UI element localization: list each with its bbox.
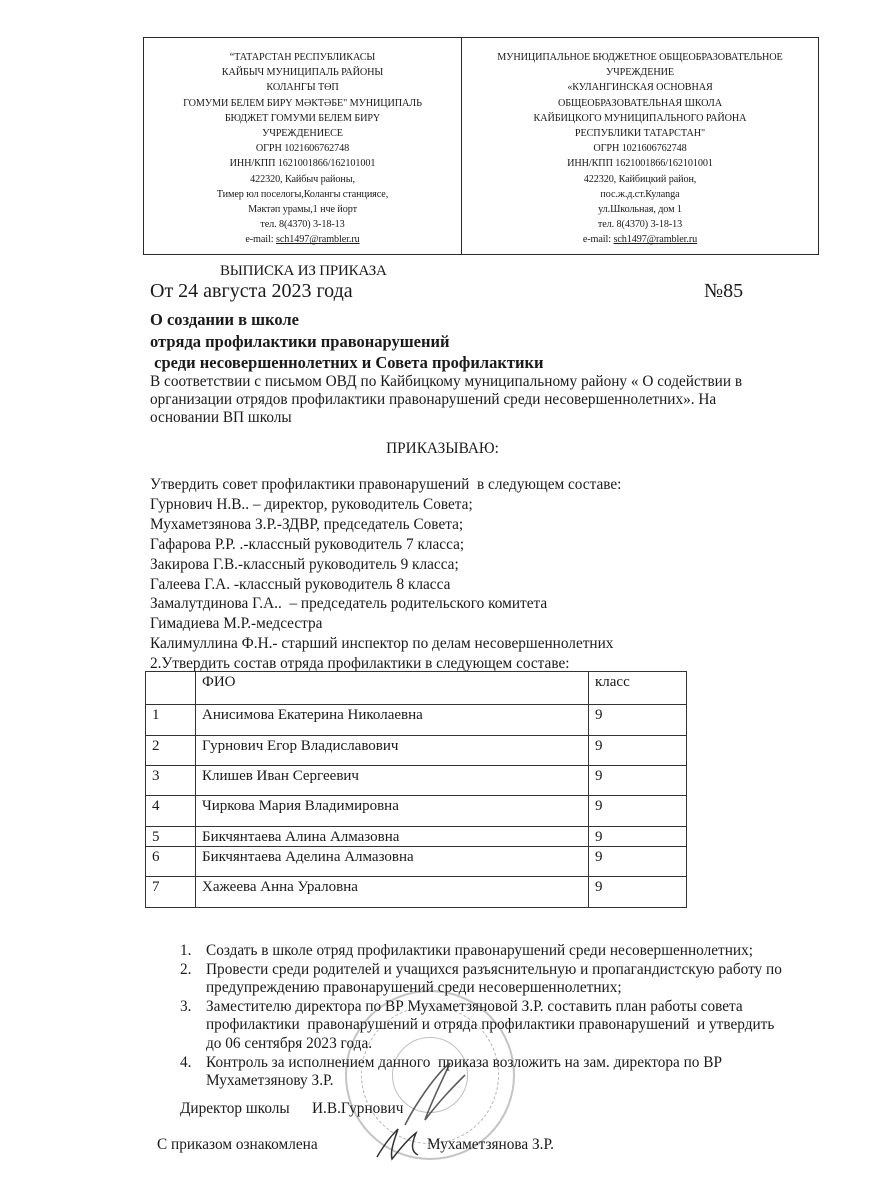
table-header-row [146, 672, 687, 705]
row-class: 9 [589, 796, 687, 827]
order-item [180, 942, 830, 961]
row-number: 7 [146, 877, 196, 908]
council-composition [150, 475, 621, 674]
item-line: до 06 сентября 2023 года. [206, 1034, 373, 1052]
letterhead-line: КАЙБЫЧ МУНИЦИПАЛЬ РАЙОНЫ [221, 67, 384, 79]
item-index: 3. [180, 997, 192, 1015]
squad-table [145, 671, 687, 908]
council-member: Калимуллина Ф.Н.- старший инспектор по делам несовершеннолетних [150, 635, 614, 653]
table-row [146, 796, 687, 827]
extract-title: ВЫПИСКА ИЗ ПРИКАЗА [220, 263, 387, 279]
item-line: предупреждению правонарушений среди несовершеннолетних; [206, 979, 622, 997]
address-line: 422320, Кайбицкий район, [583, 173, 697, 185]
letterhead-line: ОБЩЕОБРАЗОВАТЕЛЬНАЯ ШКОЛА [557, 97, 722, 109]
item-line: Контроль за исполнением данного приказа возложить на зам. директора по ВР [206, 1053, 722, 1071]
order-item [180, 961, 830, 998]
order-word: ПРИКАЗЫВАЮ: [386, 440, 499, 457]
email-label: e-mail: [582, 234, 614, 246]
letterhead-line: УЧРЕЖДЕНИЕСЕ [262, 128, 343, 140]
row-number: 3 [146, 766, 196, 796]
letterhead-russian [462, 38, 818, 254]
acquainted-label: С приказом ознакомлена [157, 1136, 318, 1153]
item-line: профилактики правонарушений и отряда профилактики правонарушений и утвердить [206, 1016, 775, 1034]
letterhead-line: УЧРЕЖДЕНИЕ [606, 67, 674, 79]
row-fio: Бикчянтаева Алина Алмазовна [196, 827, 589, 847]
inn-kpp: ИНН/КПП 1621001866/162101001 [229, 158, 376, 170]
council-member: Гурнович Н.В.. – директор, руководитель Совета; [150, 495, 473, 513]
director-signature-icon [395, 1055, 475, 1135]
row-number: 4 [146, 796, 196, 827]
header-fio: ФИО [196, 672, 589, 705]
preamble-line: В соответствии с письмом ОВД по Кайбицкому муниципальному району « О содействии в [150, 373, 743, 390]
address-line: Тимер юл поселогы,Колангы станциясе, [216, 188, 389, 200]
item-line: Заместителю директора по ВР Мухаметзяновой З.Р. составить план работы совета [206, 997, 743, 1015]
row-class: 9 [589, 877, 687, 908]
director-label: Директор школы [180, 1100, 290, 1117]
acquainted-name: Мухаметзянова З.Р. [427, 1136, 554, 1153]
email-line [144, 232, 461, 247]
item-line: Провести среди родителей и учащихся разъяснительную и пропагандистскую работу по [206, 960, 782, 978]
acquaintance-signature-icon [372, 1125, 422, 1165]
council-member: Галеева Г.А. -классный руководитель 8 класса [150, 575, 451, 593]
address-line: 422320, Кайбыч районы, [250, 173, 355, 185]
row-class: 9 [589, 736, 687, 766]
header-class: класс [589, 672, 687, 705]
row-fio: Бикчянтаева Аделина Алмазовна [196, 847, 589, 877]
director-name: И.В.Гурнович [312, 1100, 404, 1117]
email-label: e-mail: [245, 234, 276, 246]
council-intro: Утвердить совет профилактики правонарушений в следующем составе: [150, 476, 622, 493]
council-member: Закирова Г.В.-классный руководитель 9 класса; [150, 555, 459, 573]
director-signature-line [180, 1100, 404, 1118]
phone: тел. 8(4370) 3-18-13 [597, 219, 683, 231]
council-member: Гимадиева М.Р.-медсестра [150, 615, 323, 633]
item-index: 1. [180, 942, 192, 959]
order-number: №85 [704, 280, 744, 302]
letterhead-line: БЮДЖЕТ ГОМУМИ БЕЛЕМ БИРҮ [224, 112, 381, 124]
letterhead-line: КОЛАНГЫ ТӨП [266, 82, 339, 94]
table-row [146, 827, 687, 847]
letterhead-line: “ТАТАРСТАН РЕСПУБЛИКАСЫ [229, 52, 376, 63]
email-line [462, 232, 818, 247]
acquaintance-line [157, 1136, 554, 1154]
order-title-line: среди несовершеннолетних и Совета профилактики [150, 353, 544, 372]
order-date-line [150, 280, 770, 303]
row-class: 9 [589, 705, 687, 736]
letterhead-line: РЕСПУБЛИКИ ТАТАРСТАН" [574, 128, 706, 140]
header-number [146, 672, 196, 705]
letterhead-line: МУНИЦИПАЛЬНОЕ БЮДЖЕТНОЕ ОБЩЕОБРАЗОВАТЕЛЬНОЕ [497, 52, 783, 63]
inn-kpp: ИНН/КПП 1621001866/162101001 [567, 158, 713, 170]
item-line: Создать в школе отряд профилактики правонарушений среди несовершеннолетних; [206, 942, 753, 959]
table-row [146, 705, 687, 736]
row-class: 9 [589, 766, 687, 796]
address-line: пос.ж.д.ст.Кулanga [600, 188, 680, 200]
table-row [146, 766, 687, 796]
council-member: Мухаметзянова З.Р.-ЗДВР, председатель Совета; [150, 515, 464, 533]
ogrn: ОГРН 1021606762748 [593, 143, 687, 155]
row-number: 1 [146, 705, 196, 736]
row-fio: Чиркова Мария Владимировна [196, 796, 589, 827]
row-number: 6 [146, 847, 196, 877]
email-link[interactable]: sch1497@rambler.ru [613, 234, 698, 246]
row-fio: Анисимова Екатерина Николаевна [196, 705, 589, 736]
item-line: Мухаметзянову З.Р. [206, 1072, 334, 1090]
row-fio: Клишев Иван Сергеевич [196, 766, 589, 796]
row-fio: Гурнович Егор Владиславович [196, 736, 589, 766]
preamble-line: основании ВП школы [150, 409, 292, 427]
order-title-line: О создании в школе [150, 310, 299, 329]
phone: тел. 8(4370) 3-18-13 [260, 219, 345, 231]
order-title-line: отряда профилактики правонарушений [150, 331, 450, 351]
order-date: От 24 августа 2023 года [150, 280, 353, 302]
letterhead-line: ГОМУМИ БЕЛЕМ БИРҮ МӘКТӘБЕ" МУНИЦИПАЛЬ [183, 97, 422, 109]
item-index: 2. [180, 960, 192, 978]
address-line: ул.Школьная, дом 1 [598, 204, 682, 216]
row-class: 9 [589, 847, 687, 877]
order-title [150, 309, 544, 374]
council-member: Гафарова Р.Р. .-классный руководитель 7 класса; [150, 535, 465, 553]
letterhead-line: «КУЛАНГИНСКАЯ ОСНОВНАЯ [567, 82, 713, 94]
table-row [146, 736, 687, 766]
row-number: 5 [146, 827, 196, 847]
council-member: Замалутдинова Г.А.. – председатель родительского комитета [150, 595, 548, 613]
ogrn: ОГРН 1021606762748 [255, 143, 350, 155]
letterhead-tatar [144, 38, 462, 254]
table-row [146, 877, 687, 908]
preamble-line: организации отрядов профилактики правонарушений среди несовершеннолетних». На [150, 391, 717, 409]
email-link[interactable]: sch1497@rambler.ru [275, 234, 360, 246]
squad-intro: 2.Утвердить состав отряда профилактики в следующем составе: [150, 655, 570, 673]
item-index: 4. [180, 1053, 192, 1071]
letterhead-line: КАЙБИЦКОГО МУНИЦИПАЛЬНОГО РАЙОНА [533, 112, 747, 124]
row-class: 9 [589, 827, 687, 847]
preamble [150, 373, 790, 428]
row-number: 2 [146, 736, 196, 766]
table-row [146, 847, 687, 877]
address-line: Мәктәп урамы,1 нче йорт [248, 204, 357, 216]
row-fio: Хажеева Анна Ураловна [196, 877, 589, 908]
letterhead [143, 37, 819, 255]
